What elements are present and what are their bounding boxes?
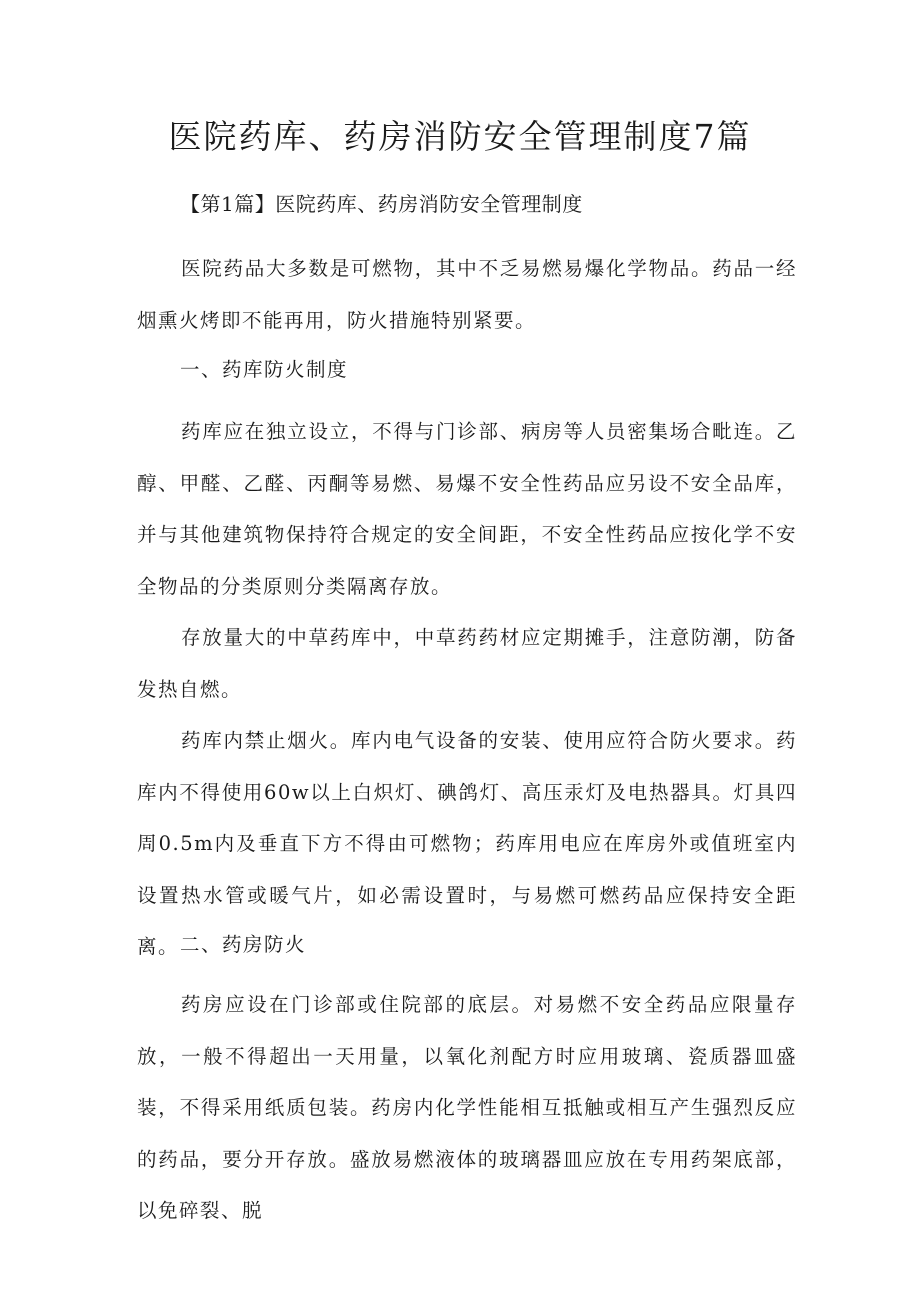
section-2-heading: 二、药房防火 <box>180 933 307 956</box>
section-1-paragraph: 存放量大的中草药库中，中草药药材应定期摊手，注意防潮，防备发热自燃。 <box>137 626 797 701</box>
section-1-paragraph: 药库内禁止烟火。库内电气设备的安装、使用应符合防火要求。药库内不得使用60w以上白炽灯、碘鸽灯、高压汞灯及电热器具。灯具四周0.5m内及垂直下方不得由可燃物；药库用电应在库房外或值班室内设置热水管或暖气片，如必需设置时，与易燃可燃药品应保持安全距离。 <box>137 729 797 958</box>
section-2-paragraph: 药房应设在门诊部或住院部的底层。对易燃不安全药品应限量存放，一般不得超出一天用量，以氧化剂配方时应用玻璃、瓷质器皿盛装，不得采用纸质包装。药房内化学性能相互抵触或相互产生强烈反应的药品，要分开存放。盛放易燃液体的玻璃器皿应放在专用药架底部，以免碎裂、脱 <box>137 993 797 1222</box>
section-1-heading: 一、药库防火制度 <box>180 358 349 381</box>
document-title: 医院药库、药房消防安全管理制度7篇 <box>168 117 752 156</box>
document-subtitle: 【第1篇】医院药库、药房消防安全管理制度 <box>180 192 583 216</box>
intro-paragraph: 医院药品大多数是可燃物，其中不乏易燃易爆化学物品。药品一经烟熏火烤即不能再用，防火措施特别紧要。 <box>137 257 797 332</box>
section-1-paragraph: 药库应在独立设立，不得与门诊部、病房等人员密集场合毗连。乙醇、甲醛、乙醛、丙酮等易燃、易爆不安全性药品应另设不安全品库，并与其他建筑物保持符合规定的安全间距，不安全性药品应按化学不安全物品的分类原则分类隔离存放。 <box>137 420 797 598</box>
